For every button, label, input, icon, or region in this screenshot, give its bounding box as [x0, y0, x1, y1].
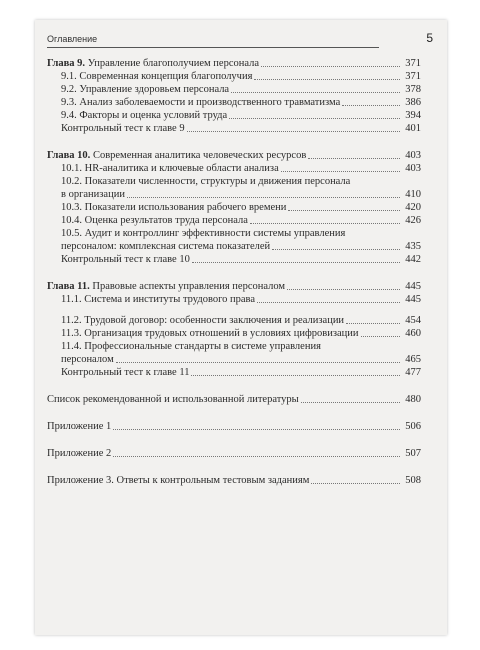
page-ref: 477 — [405, 367, 421, 378]
section-title: 9.1. Современная концепция благополучия — [61, 71, 253, 82]
section-title-line2: персоналом — [61, 354, 114, 365]
page-ref: 506 — [405, 421, 421, 432]
toc-section-9-1[interactable] — [47, 70, 421, 83]
section-title-line1: 10.5. Аудит и контроллинг эффективности системы управления — [61, 228, 346, 239]
section-title: Контрольный тест к главе 9 — [61, 123, 185, 134]
page-ref: 445 — [405, 294, 421, 305]
section-title-line1: 10.2. Показатели численности, структуры и движения персонала — [61, 176, 351, 187]
page-ref: 403 — [405, 150, 421, 161]
dot-leader — [187, 131, 400, 132]
page-header — [47, 30, 433, 50]
section-title-line2: персоналом: комплексная система показателей — [61, 241, 271, 252]
chapter-title: Правовые аспекты управления персоналом — [92, 281, 286, 292]
page-ref: 442 — [405, 254, 421, 265]
page-ref: 465 — [405, 354, 421, 365]
dot-leader — [311, 483, 400, 484]
header-rule — [47, 47, 379, 48]
toc-bibliography[interactable] — [47, 393, 421, 406]
page-ref: 435 — [405, 241, 421, 252]
toc-chapter-10[interactable] — [47, 149, 421, 162]
toc-test-10[interactable] — [47, 253, 421, 266]
page-ref: 445 — [405, 281, 421, 292]
dot-leader — [288, 210, 400, 211]
page-ref: 480 — [405, 394, 421, 405]
section-title: Приложение 3. Ответы к контрольным тестовым заданиям — [47, 475, 310, 486]
toc-appendix-1[interactable] — [47, 420, 421, 433]
toc-section-9-2[interactable] — [47, 83, 421, 96]
book-page — [35, 20, 447, 635]
page-ref: 426 — [405, 215, 421, 226]
toc-section-10-5[interactable] — [47, 227, 421, 253]
running-title: Оглавление — [47, 34, 98, 44]
dot-leader — [191, 375, 400, 376]
dot-leader — [254, 79, 400, 80]
toc-test-9[interactable] — [47, 122, 421, 135]
page-ref: 386 — [405, 97, 421, 108]
page-ref: 454 — [405, 315, 421, 326]
toc-section-10-1[interactable] — [47, 162, 421, 175]
page-ref: 460 — [405, 328, 421, 339]
section-title: 11.2. Трудовой договор: особенности заключения и реализации — [61, 315, 345, 326]
page-ref: 403 — [405, 163, 421, 174]
dot-leader — [127, 197, 400, 198]
dot-leader — [287, 289, 400, 290]
dot-leader — [361, 336, 400, 337]
section-title-line1: 11.4. Профессиональные стандарты в системе управления — [61, 341, 321, 352]
toc-section-10-4[interactable] — [47, 214, 421, 227]
page-ref: 507 — [405, 448, 421, 459]
toc-section-11-1[interactable] — [47, 293, 421, 306]
toc-section-10-3[interactable] — [47, 201, 421, 214]
section-title: 11.1. Система и институты трудового права — [61, 294, 256, 305]
dot-leader — [250, 223, 400, 224]
toc-chapter-11[interactable] — [47, 280, 421, 293]
dot-leader — [308, 158, 400, 159]
toc-test-11[interactable] — [47, 366, 421, 379]
page-ref: 371 — [405, 58, 421, 69]
chapter-number: Глава 11. — [47, 281, 90, 292]
page-ref: 420 — [405, 202, 421, 213]
section-title: 9.2. Управление здоровьем персонала — [61, 84, 230, 95]
section-title: Контрольный тест к главе 10 — [61, 254, 190, 265]
chapter-title: Современная аналитика человеческих ресурсов — [92, 150, 307, 161]
toc-section-9-3[interactable] — [47, 96, 421, 109]
dot-leader — [272, 249, 400, 250]
page-ref: 410 — [405, 189, 421, 200]
toc-section-11-2[interactable] — [47, 314, 421, 327]
section-title: 9.4. Факторы и оценка условий труда — [61, 110, 228, 121]
section-title: Приложение 2 — [47, 448, 112, 459]
dot-leader — [113, 456, 400, 457]
dot-leader — [261, 66, 400, 67]
page-ref: 378 — [405, 84, 421, 95]
chapter-title: Управление благополучием персонала — [87, 58, 260, 69]
section-title: 10.3. Показатели использования рабочего времени — [61, 202, 287, 213]
toc-appendix-3[interactable] — [47, 474, 421, 487]
toc-chapter-9[interactable] — [47, 57, 421, 70]
page-ref: 394 — [405, 110, 421, 121]
section-title: 11.3. Организация трудовых отношений в условиях цифровизации — [61, 328, 359, 339]
dot-leader — [192, 262, 400, 263]
toc-section-11-4[interactable] — [47, 340, 421, 366]
section-title-line2: в организации — [61, 189, 125, 200]
chapter-number: Глава 10. — [47, 150, 91, 161]
dot-leader — [281, 171, 400, 172]
chapter-number: Глава 9. — [47, 58, 86, 69]
section-title: Контрольный тест к главе 11 — [61, 367, 190, 378]
page-ref: 371 — [405, 71, 421, 82]
table-of-contents — [47, 57, 421, 487]
section-title: 10.4. Оценка результатов труда персонала — [61, 215, 248, 226]
dot-leader — [113, 429, 400, 430]
section-title: Список рекомендованной и использованной литературы — [47, 394, 299, 405]
dot-leader — [116, 362, 400, 363]
section-title: 9.3. Анализ заболеваемости и производственного травматизма — [61, 97, 341, 108]
toc-section-9-4[interactable] — [47, 109, 421, 122]
dot-leader — [301, 402, 400, 403]
page-ref: 508 — [405, 475, 421, 486]
section-title: 10.1. HR-аналитика и ключевые области анализа — [61, 163, 279, 174]
page-number: 5 — [426, 31, 433, 45]
section-title: Приложение 1 — [47, 421, 112, 432]
page-ref: 401 — [405, 123, 421, 134]
dot-leader — [342, 105, 400, 106]
dot-leader — [231, 92, 400, 93]
toc-appendix-2[interactable] — [47, 447, 421, 460]
toc-section-11-3[interactable] — [47, 327, 421, 340]
dot-leader — [229, 118, 400, 119]
toc-section-10-2[interactable] — [47, 175, 421, 201]
dot-leader — [346, 323, 400, 324]
dot-leader — [257, 302, 400, 303]
